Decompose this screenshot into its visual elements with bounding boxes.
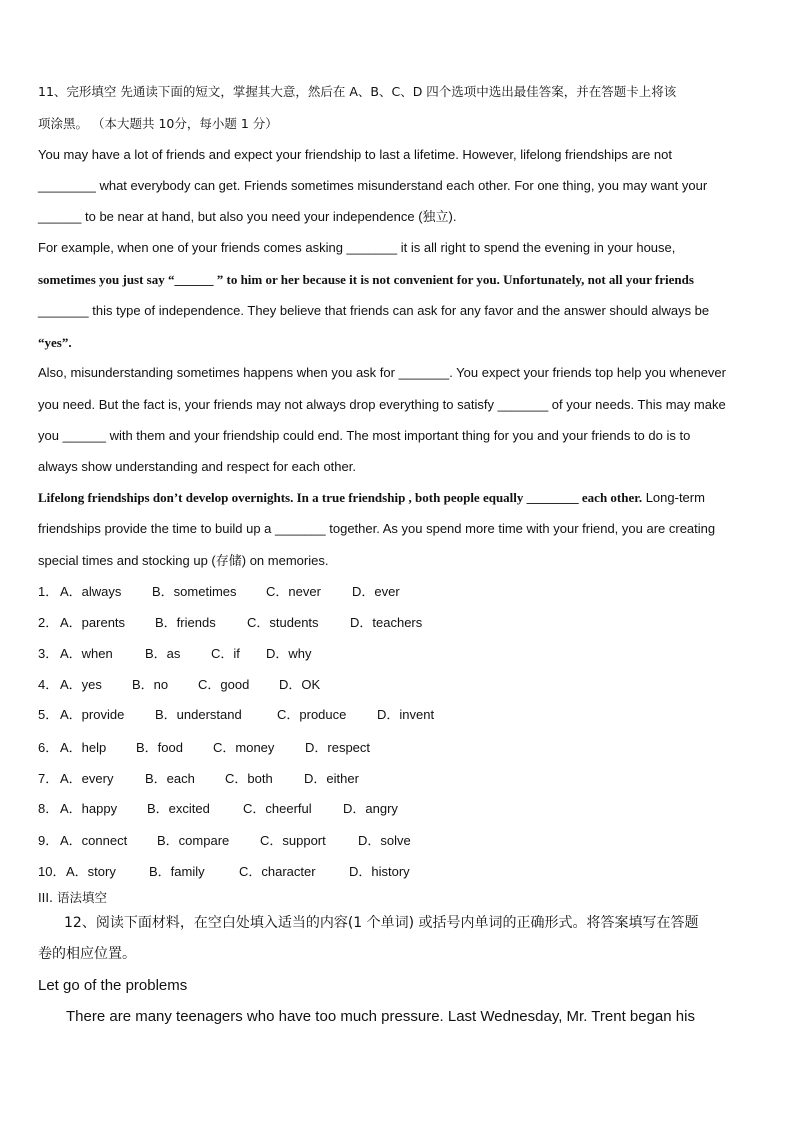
passage-line: There are many teenagers who have too much pressure. Last Wednesday, Mr. Trent began his xyxy=(66,1008,695,1025)
q12-instruction-line1: 12、阅读下面材料，在空白处填入适当的内容(1 个单词) 或括号内单词的正确形式。将答案填写在答题 xyxy=(64,915,699,931)
option-a: A．happy xyxy=(60,801,118,816)
option-d: D．either xyxy=(304,771,359,786)
passage-line-bold-part: Lifelong friendships don’t develop overnights. In a true friendship , both people equally ________ each other. xyxy=(38,490,643,505)
question-number: 4． xyxy=(38,677,59,692)
passage-line: ________ what everybody can get. Friends sometimes misunderstand each other. For one thing, you may want your xyxy=(38,178,708,193)
option-a: A．story xyxy=(66,864,116,879)
option-row xyxy=(38,771,359,787)
passage-line-regular-part: Long-term xyxy=(642,490,705,505)
option-row xyxy=(38,740,370,756)
passage-line: friendships provide the time to build up a _______ together. As you spend more time with your friend, you are creating xyxy=(38,521,716,536)
option-d: D．respect xyxy=(305,740,371,755)
passage-line: Also, misunderstanding sometimes happens when you ask for _______. You expect your friends top help you whenever xyxy=(38,365,726,380)
option-c: C．cheerful xyxy=(243,801,312,816)
question-number: 2． xyxy=(38,615,59,630)
option-c: C．never xyxy=(266,584,321,599)
option-a: A．connect xyxy=(60,833,128,848)
option-c: C．character xyxy=(239,864,316,879)
option-row xyxy=(38,646,312,662)
option-a: A．when xyxy=(60,646,113,661)
question-number: 3． xyxy=(38,646,59,661)
option-a: A．yes xyxy=(60,677,102,692)
option-d: D．history xyxy=(349,864,410,879)
option-row xyxy=(38,801,398,817)
option-c: C．support xyxy=(260,833,326,848)
option-d: D．angry xyxy=(343,801,398,816)
option-a: A．every xyxy=(60,771,114,786)
question-number: 9． xyxy=(38,833,59,848)
option-c: C．money xyxy=(213,740,275,755)
q11-instruction-line2: 项涂黑。 （本大题共 10分，每小题 1 分） xyxy=(38,116,278,131)
option-c: C．both xyxy=(225,771,273,786)
passage-line xyxy=(38,490,768,506)
question-number: 7． xyxy=(38,771,59,786)
option-b: B．compare xyxy=(157,833,230,848)
option-row xyxy=(38,833,411,849)
option-row xyxy=(38,677,320,693)
option-b: B．no xyxy=(132,677,169,692)
option-a: A．always xyxy=(60,584,122,599)
q12-instruction-line2: 卷的相应位置。 xyxy=(38,946,136,962)
option-b: B．excited xyxy=(147,801,210,816)
option-d: D．solve xyxy=(358,833,411,848)
option-row xyxy=(38,615,422,631)
question-number: 8． xyxy=(38,801,59,816)
option-b: B．food xyxy=(136,740,183,755)
option-b: B．each xyxy=(145,771,195,786)
option-a: A．provide xyxy=(60,707,125,722)
option-c: C．if xyxy=(211,646,240,661)
option-b: B．understand xyxy=(155,707,242,722)
passage-line: you ______ with them and your friendship could end. The most important thing for you and your friends to do is to xyxy=(38,428,691,443)
option-c: C．students xyxy=(247,615,319,630)
passage-line: You may have a lot of friends and expect your friendship to last a lifetime. However, lifelong friendships are not xyxy=(38,147,672,162)
passage-line: always show understanding and respect for each other. xyxy=(38,459,356,474)
option-b: B．sometimes xyxy=(152,584,237,599)
option-a: A．help xyxy=(60,740,107,755)
option-d: D．why xyxy=(266,646,312,661)
option-d: D．OK xyxy=(279,677,321,692)
option-b: B．as xyxy=(145,646,181,661)
option-d: D．invent xyxy=(377,707,435,722)
option-row xyxy=(38,707,434,723)
option-c: C．produce xyxy=(277,707,347,722)
question-number: 10． xyxy=(38,864,66,879)
passage-line: _______ this type of independence. They believe that friends can ask for any favor and the answer should always be xyxy=(38,303,710,318)
option-b: B．friends xyxy=(155,615,216,630)
option-c: C．good xyxy=(198,677,250,692)
question-number: 6． xyxy=(38,740,59,755)
option-d: D．teachers xyxy=(350,615,423,630)
option-d: D．ever xyxy=(352,584,400,599)
section-iii-heading: III. 语法填空 xyxy=(38,890,108,905)
passage-line: ______ to be near at hand, but also you need your independence (独立). xyxy=(38,209,457,224)
passage-line: special times and stocking up (存储) on memories. xyxy=(38,553,329,568)
option-row xyxy=(38,584,400,600)
passage-line: For example, when one of your friends comes asking _______ it is all right to spend the evening in your house, xyxy=(38,240,676,255)
option-b: B．family xyxy=(149,864,205,879)
question-number: 1． xyxy=(38,584,59,599)
passage-title: Let go of the problems xyxy=(38,977,188,994)
question-number: 5． xyxy=(38,707,59,722)
passage-line: you need. But the fact is, your friends may not always drop everything to satisfy _______ of your needs. This may make xyxy=(38,397,726,412)
option-a: A．parents xyxy=(60,615,126,630)
q11-instruction-line1: 11、完形填空 先通读下面的短文，掌握其大意，然后在 A、B、C、D 四个选项中选出最佳答案，并在答题卡上将该 xyxy=(38,84,677,99)
option-row xyxy=(38,864,410,880)
passage-line: “yes”. xyxy=(38,335,72,350)
passage-line: sometimes you just say “______ ” to him or her because it is not convenient for you. Unfortunately, not all your friends xyxy=(38,272,694,287)
